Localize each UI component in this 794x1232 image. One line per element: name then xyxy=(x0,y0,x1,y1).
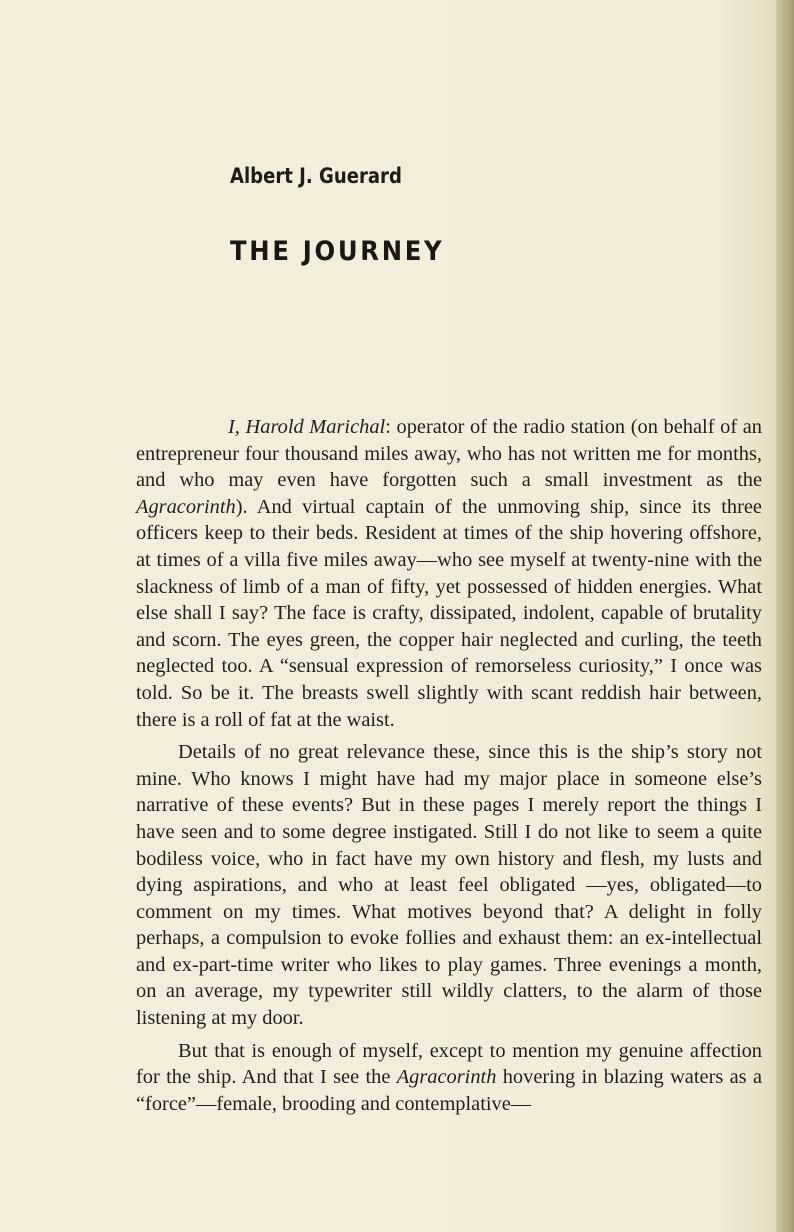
story-title: THE JOURNEY xyxy=(230,236,445,267)
page-spine-edge xyxy=(776,0,794,1232)
narrator-name: I, Harold Marichal xyxy=(228,416,386,438)
paragraph-1 xyxy=(136,414,762,733)
paragraph-1-part-a: : operator of the radio station (on behalf of an entrepreneur four thousand miles away, who has not written me for months, and who may even have forgotten such a small investment as the xyxy=(136,416,762,492)
ship-name: Agracorinth xyxy=(396,1066,497,1089)
paragraph-3-part-a: But that is enough of myself, except to mention my genuine affection for the ship. And that I see the xyxy=(136,1039,762,1089)
body-text xyxy=(136,414,762,1123)
paragraph-2: Details of no great relevance these, since this is the ship’s story not mine. Who knows I might have had my major place in someone else’s narrative of these events? But in these pages I merely report the things I have seen and to some degree instigated. Still I do not like to seem a quite bodiless voice, who in fact have my own history and flesh, my lusts and dying aspirations, and who at least feel obligated —yes, obligated—to comment on my times. What motives beyond that? A delight in folly perhaps, a compulsion to evoke follies and exhaust them: an ex-intellectual and ex-part-time writer who likes to play games. Three evenings a month, on an average, my typewriter still wildly clatters, to the alarm of those listening at my door. xyxy=(136,741,762,1030)
author-name: Albert J. Guerard xyxy=(230,164,402,188)
paragraph-3 xyxy=(136,1038,762,1118)
paragraph-1-part-b: ). And virtual captain of the unmoving ship, since its three officers keep to their beds. Resident at times of the ship hovering offshore, at times of a villa five miles away—who see myself at twenty-nine with the slackness of limb of a man of fifty, yet possessed of hidden energies. What else shall I say? The face is crafty, dissipated, indolent, capable of brutality and scorn. The eyes green, the copper hair neglected and curling, the teeth neglected too. A “sensual expression of remorseless curiosity,” I once was told. So be it. The breasts swell slightly with scant reddish hair between, there is a roll of fat at the waist. xyxy=(136,495,762,731)
ship-name: Agracorinth xyxy=(136,495,236,518)
paragraph-3-part-b: hovering in blazing waters as a “force”—female, brooding and contemplative— xyxy=(136,1066,762,1115)
